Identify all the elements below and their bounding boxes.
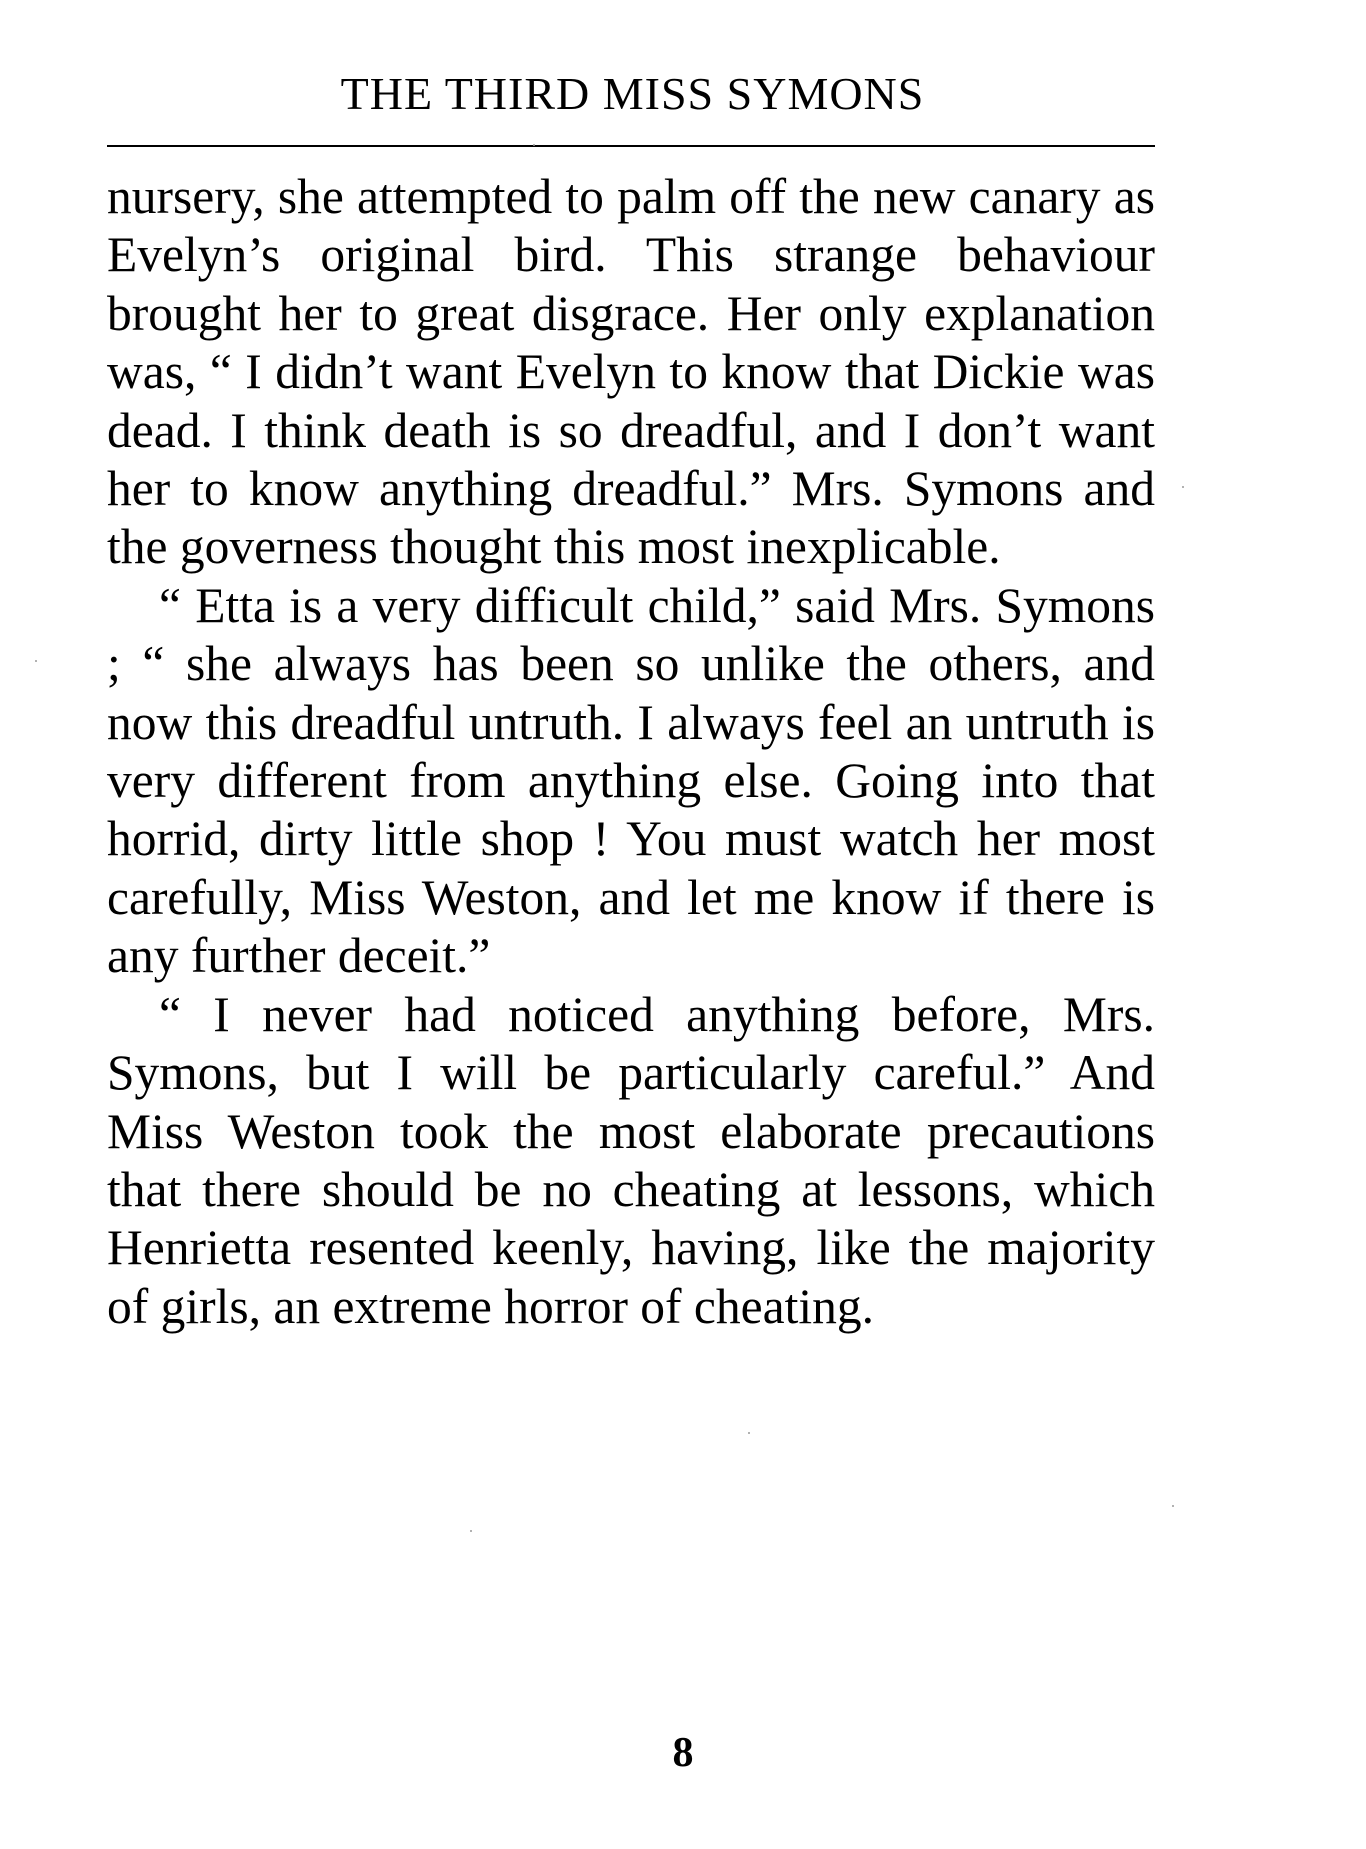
paragraph-1: nursery, she attempted to palm off the new canary as Evelyn’s original bird. This strange behaviour brought her to great disgrace. Her only explanation was, “ I didn’t want Evelyn to know that Dickie was dead. I think death is so dreadful, and I don’t want her to know anything dreadful.” Mrs. Symons and the governess thought this most inexplicable. <box>107 169 1155 575</box>
scan-speck <box>470 1530 472 1532</box>
running-head: THE THIRD MISS SYMONS <box>340 68 925 119</box>
paragraph-2: “ Etta is a very difficult child,” said Mrs. Symons ; “ she always has been so unlike the others, and now this dreadful untruth. I always feel an untruth is very different from anything else. Going into that horrid, dirty little shop ! You must watch her most carefully, Miss Weston, and let me know if there is any further deceit.” <box>107 577 1155 984</box>
scan-speck <box>748 1432 750 1434</box>
body-text <box>107 168 1155 1336</box>
scan-speck <box>35 660 37 662</box>
scan-speck <box>1172 1505 1174 1507</box>
scan-speck <box>533 144 535 146</box>
page-number: 8 <box>672 1730 694 1776</box>
header-rule <box>107 145 1155 147</box>
paragraph-3: “ I never had noticed anything before, Mrs. Symons, but I will be particularly careful.” And Miss Weston took the most elaborate precautions that there should be no cheating at lessons, which Henrietta resented keenly, having, like the majority of girls, an extreme horror of cheating. <box>107 986 1155 1334</box>
scan-speck <box>1182 486 1184 488</box>
